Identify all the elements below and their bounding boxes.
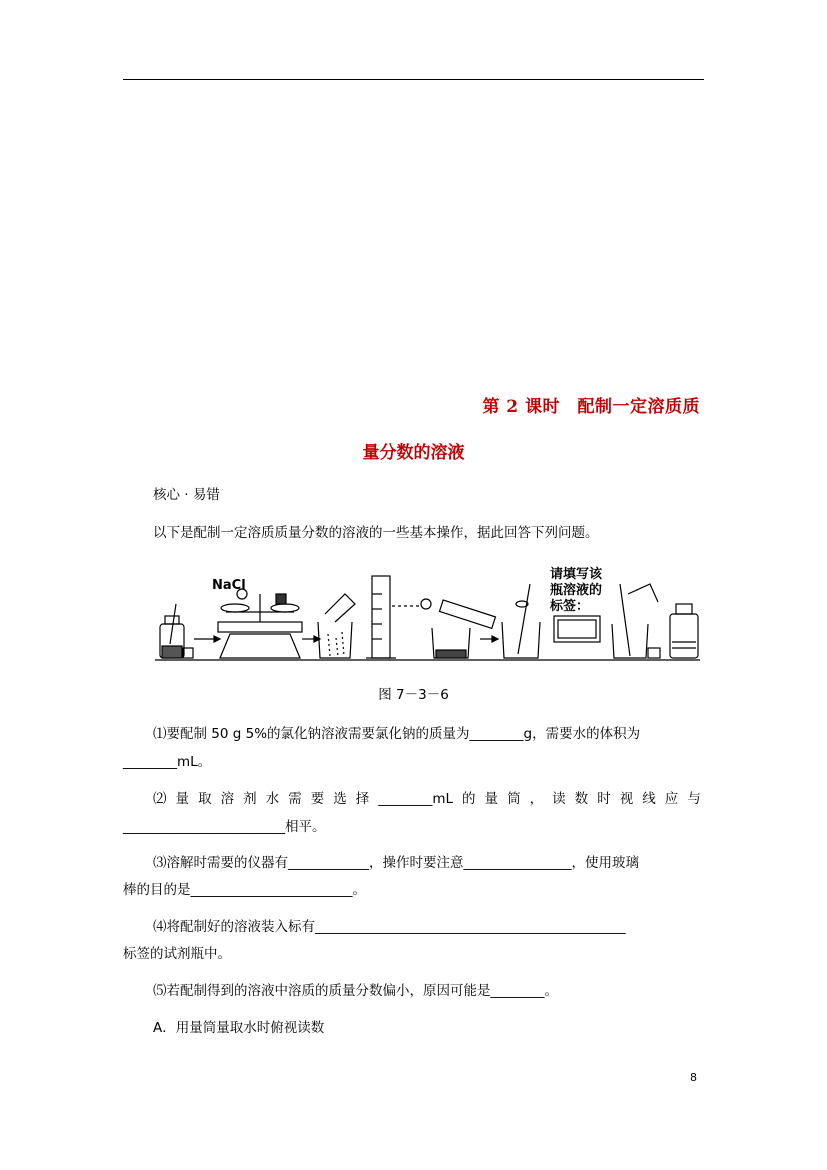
- reagent-bottle-icon: [670, 604, 698, 658]
- lesson-title-line2: 量分数的溶液: [362, 443, 465, 463]
- question-4-line2: 标签的试剂瓶中。: [123, 946, 231, 962]
- balance-icon: [212, 578, 302, 658]
- beaker-icon: [318, 594, 355, 658]
- label-note: [549, 566, 603, 642]
- lesson-title-line1: 第 2 课时 配制一定溶质质: [482, 397, 700, 417]
- svg-text:标签：: 标签：: [550, 599, 590, 614]
- question-5: ⑸若配制得到的溶液中溶质的质量分数偏小，原因可能是________。: [153, 983, 558, 999]
- section-heading: 核心 · 易错: [153, 487, 220, 503]
- stirring-beaker-icon: [502, 584, 540, 658]
- reagent-bottle-icon: [160, 604, 193, 658]
- page-number: 8: [690, 1071, 697, 1084]
- option-a: A．用量筒量取水时俯视读数: [153, 1020, 325, 1036]
- nacl-label: NaCl: [212, 578, 246, 593]
- eye-sightline-icon: [392, 599, 431, 609]
- svg-text:瓶溶液的: 瓶溶液的: [550, 583, 603, 598]
- question-1-line2: ________mL。: [123, 754, 212, 770]
- header-rule: [123, 79, 704, 80]
- pouring-cylinder-icon: [432, 600, 495, 658]
- intro-text: 以下是配制一定溶质质量分数的溶液的一些基本操作，据此回答下列问题。: [153, 525, 599, 541]
- experiment-figure: [150, 564, 705, 664]
- transfer-beaker-icon: [612, 584, 660, 658]
- figure-caption: 图 7－3－6: [378, 687, 449, 703]
- question-2-line2: ________________________相平。: [123, 819, 326, 835]
- svg-text:请填写该: 请填写该: [550, 567, 603, 582]
- question-3-line2: 棒的目的是________________________。: [123, 882, 366, 898]
- question-4-line1: ⑷将配制好的溶液装入标有______________________________________________: [153, 919, 626, 935]
- question-2-line1: ⑵ 量 取 溶 剂 水 需 要 选 择 ________mL 的 量 筒 ， 读 数 时 视 线 应 与: [153, 791, 701, 807]
- graduated-cylinder-icon: [366, 576, 396, 658]
- question-1-line1: ⑴要配制 50 g 5%的氯化钠溶液需要氯化钠的质量为________g，需要水的体积为: [153, 726, 641, 742]
- question-3-line1: ⑶溶解时需要的仪器有____________，操作时要注意________________，使用玻璃: [153, 855, 639, 871]
